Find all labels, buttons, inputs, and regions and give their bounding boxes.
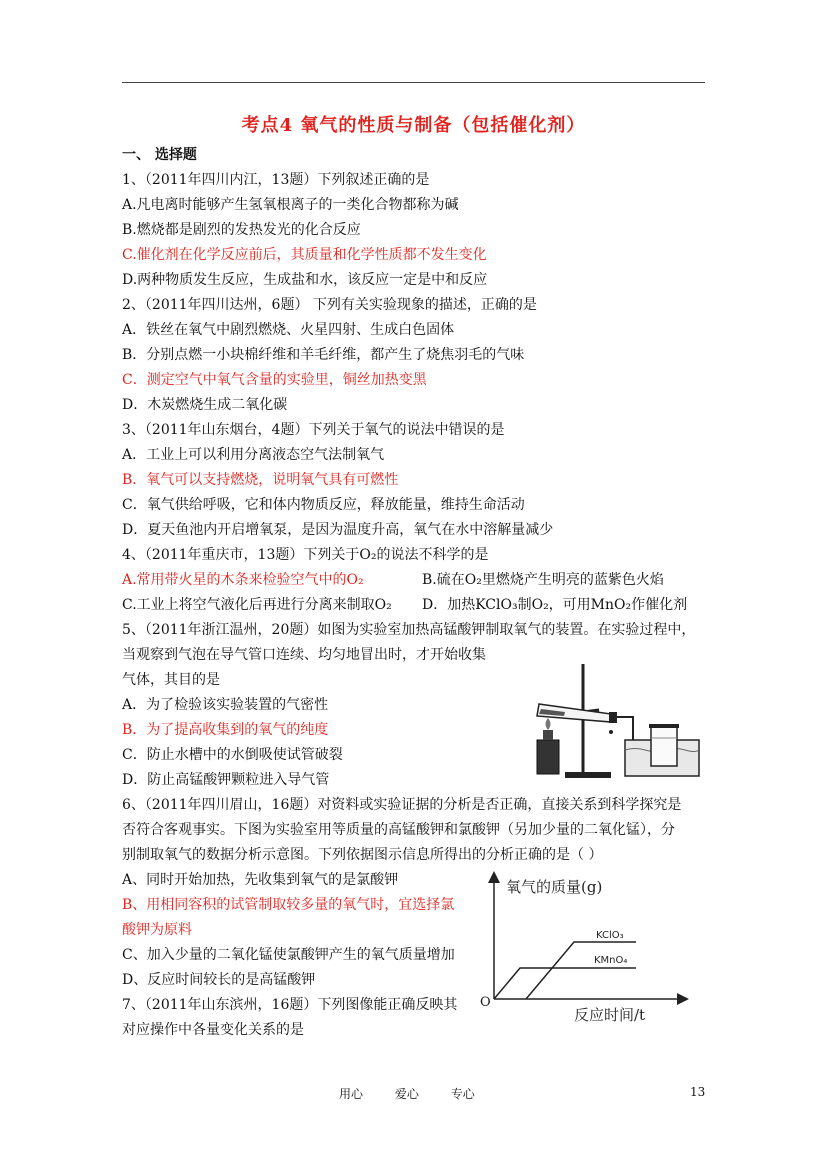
origin-label: O: [480, 995, 491, 1010]
q2-option-a: A．铁丝在氧气中剧烈燃烧、火星四射、生成白色固体: [122, 322, 455, 338]
q5-option-b: B．为了提高收集到的氧气的纯度: [122, 722, 329, 738]
q5-stem-line1: 5、（2011年浙江温州，20题）如图为实验室加热高锰酸钾制取氧气的装置。在实验过程中，: [122, 622, 696, 638]
page-number: 13: [690, 1085, 706, 1099]
q2-stem: 2、（2011年四川达州，6题） 下列有关实验现象的描述，正确的是: [122, 297, 537, 313]
kclo3-label: KClO₃: [596, 930, 624, 941]
q6-stem-line1: 6、（2011年四川眉山，16题）对资料或实验证据的分析是否正确，直接关系到科学探究是: [122, 797, 682, 813]
page-title: 考点4 氧气的性质与制备（包括催化剂）: [241, 115, 586, 136]
q7-stem-line2: 对应操作中各量变化关系的是: [122, 1022, 304, 1038]
q3-option-c: C．氧气供给呼吸，它和体内物质反应，释放能量，维持生命活动: [122, 497, 525, 513]
q4-option-d: D．加热KClO₃制O₂，可用MnO₂作催化剂: [422, 597, 688, 613]
x-axis-label: 反应时间/t: [574, 1006, 646, 1024]
header-rule: [122, 82, 705, 83]
q6-stem-line2: 否符合客观事实。下图为实验室用等质量的高锰酸钾和氯酸钾（另加少量的二氧化锰），分: [122, 822, 675, 838]
q1-stem: 1、（2011年四川内江，13题）下列叙述正确的是: [122, 172, 430, 188]
q3-option-b: B．氧气可以支持燃烧，说明氧气具有可燃性: [122, 472, 399, 488]
oxygen-mass-graph: [476, 866, 698, 1026]
q3-stem: 3、（2011年山东烟台，4题）下列关于氧气的说法中错误的是: [122, 422, 505, 438]
q6-option-c: C、加入少量的二氧化锰使氯酸钾产生的氧气质量增加: [122, 947, 455, 963]
footer-motto: [339, 1085, 503, 1102]
q1-option-d: D.两种物质发生反应，生成盐和水，该反应一定是中和反应: [122, 272, 488, 288]
q4-option-a: A.常用带火星的木条来检验空气中的O₂: [122, 572, 364, 588]
q4-option-b: B.硫在O₂里燃烧产生明亮的蓝紫色火焰: [422, 572, 664, 588]
footer-word-1: 用心: [339, 1087, 364, 1101]
q6-stem-line3: 别制取氧气的数据分析示意图。下列依据图示信息所得出的分析正确的是（ ）: [122, 847, 603, 863]
q1-option-b: B.燃烧都是剧烈的发热发光的化合反应: [122, 222, 361, 238]
q4-stem: 4、（2011年重庆市，13题）下列关于O₂的说法不科学的是: [122, 547, 489, 563]
q6-option-d: D、反应时间较长的是高锰酸钾: [122, 972, 316, 988]
q1-option-c: C.催化剂在化学反应前后，其质量和化学性质都不发生变化: [122, 247, 487, 263]
q7-stem-line1: 7、（2011年山东滨州，16题）下列图像能正确反映其: [122, 997, 458, 1013]
q5-option-d: D．防止高锰酸钾颗粒进入导气管: [122, 772, 330, 788]
q5-stem-line3: 气体，其目的是: [122, 672, 220, 688]
footer-word-2: 爱心: [394, 1087, 419, 1101]
q2-option-b: B．分别点燃一小块棉纤维和羊毛纤维，都产生了烧焦羽毛的气味: [122, 347, 525, 363]
q6-option-b-line2: 酸钾为原料: [122, 922, 192, 938]
footer-word-3: 专心: [450, 1087, 475, 1101]
q2-option-c: C．测定空气中氧气含量的实验里，铜丝加热变黑: [122, 372, 427, 388]
q5-option-a: A．为了检验该实验装置的气密性: [122, 697, 329, 713]
q1-option-a: A.凡电离时能够产生氢氧根离子的一类化合物都称为碱: [122, 197, 459, 213]
q6-option-a: A、同时开始加热，先收集到氧气的是氯酸钾: [122, 872, 399, 888]
q3-option-d: D．夏天鱼池内开启增氧泵，是因为温度升高，氧气在水中溶解量减少: [122, 522, 554, 538]
section-heading: 一、 选择题: [122, 147, 197, 163]
q6-option-b-line1: B、用相同容积的试管制取较多量的氧气时，宜选择氯: [122, 897, 455, 913]
kmno4-series-line: [494, 968, 636, 999]
y-axis-label: 氧气的质量(g): [506, 878, 603, 896]
q4-option-c: C.工业上将空气液化后再进行分离来制取O₂: [122, 597, 392, 613]
q2-option-d: D．木炭燃烧生成二氧化碳: [122, 397, 288, 413]
kclo3-series-line: [526, 942, 636, 999]
q3-option-a: A．工业上可以利用分离液态空气法制氧气: [122, 447, 385, 463]
kmno4-label: KMnO₄: [594, 955, 628, 966]
apparatus-figure: [525, 660, 703, 782]
q5-option-c: C．防止水槽中的水倒吸使试管破裂: [122, 747, 343, 763]
q5-stem-line2: 当观察到气泡在导气管口连续、均匀地冒出时，才开始收集: [122, 647, 486, 663]
